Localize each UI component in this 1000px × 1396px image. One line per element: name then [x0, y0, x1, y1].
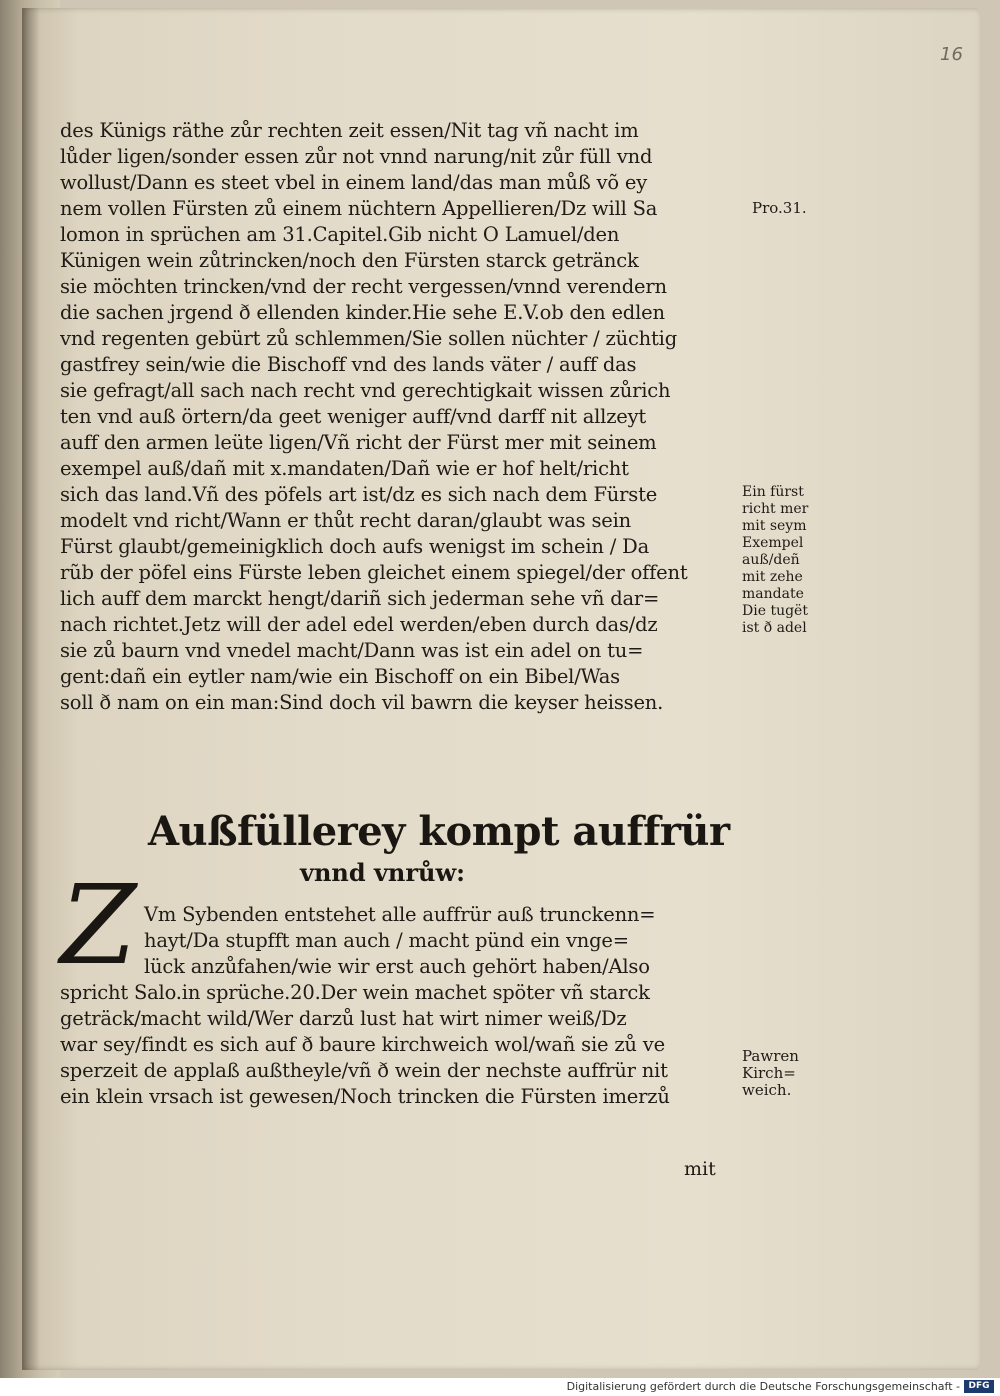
text-line: die sachen jrgend ð ellenden kinder.Hie sehe E.V.ob den edlen	[60, 301, 665, 324]
text-line: soll ð nam on ein man:Sind doch vil bawrn die keyser heissen.	[60, 691, 664, 714]
margin-note-pawren	[742, 1048, 799, 1099]
gutter-shadow	[22, 8, 40, 1370]
second-text-block	[60, 902, 750, 1110]
margin-note-line: ist ð adel	[742, 620, 807, 636]
text-line: ein klein vrsach ist gewesen/Noch trincken die Fürsten imerzů	[60, 1085, 670, 1108]
text-line: rũb der pöfel eins Fürste leben gleichet einem spiegel/der offent	[60, 561, 688, 584]
footer-bar	[0, 1378, 1000, 1396]
text-line: lomon in sprüchen am 31.Capitel.Gib nicht O Lamuel/den	[60, 223, 620, 246]
text-line: wollust/Dann es steet vbel in einem land/das man můß võ ey	[60, 171, 648, 194]
margin-note-exempel	[742, 484, 808, 637]
margin-note-line: mandate	[742, 586, 804, 602]
text-line: Fürst glaubt/gemeinigklich doch aufs wenigst im schein / Da	[60, 535, 650, 558]
margin-note-line: mit seym	[742, 518, 807, 534]
text-line: sich das land.Vñ des pöfels art ist/dz es sich nach dem Fürste	[60, 483, 658, 506]
text-line: sie zů baurn vnd vnedel macht/Dann was ist ein adel on tu=	[60, 639, 644, 662]
text-line: nach richtet.Jetz will der adel edel werden/eben durch das/dz	[60, 613, 658, 636]
margin-note-line: richt mer	[742, 501, 809, 517]
main-text-block	[60, 118, 750, 716]
text-line: vnd regenten gebürt zů schlemmen/Sie sollen nüchter / züchtig	[60, 327, 677, 350]
margin-note-line: Exempel	[742, 535, 804, 551]
margin-note-line: mit zehe	[742, 569, 803, 585]
margin-note-pro: Pro.31.	[752, 199, 807, 217]
section-heading: Außfüllerey kompt auffrür	[148, 808, 730, 855]
text-line: gastfrey sein/wie die Bischoff vnd des lands väter / auff das	[60, 353, 637, 376]
text-line: modelt vnd richt/Wann er thůt recht daran/glaubt was sein	[60, 509, 632, 532]
text-line: war sey/findt es sich auf ð baure kirchweich wol/wañ sie zů ve	[60, 1033, 665, 1056]
drop-cap-initial: Z	[60, 861, 137, 989]
text-line: des Künigs räthe zůr rechten zeit essen/Nit tag vñ nacht im	[60, 119, 639, 142]
text-line: geträck/macht wild/Wer darzů lust hat wirt nimer weiß/Dz	[60, 1007, 627, 1030]
folio-number: 16	[940, 44, 963, 65]
text-line: nem vollen Fürsten zů einem nüchtern Appellieren/Dz will Sa	[60, 197, 658, 220]
margin-note-line: Pawren	[742, 1047, 799, 1065]
text-line: hayt/Da stupfft man auch / macht pünd ein vnge=	[144, 929, 629, 952]
section-subheading: vnnd vnrůw:	[300, 858, 465, 887]
text-line: ten vnd auß örtern/da geet weniger auff/vnd darff nit allzeyt	[60, 405, 647, 428]
text-line: gent:dañ ein eytler nam/wie ein Bischoff on ein Bibel/Was	[60, 665, 620, 688]
margin-note-line: auß/deñ	[742, 552, 800, 568]
text-line: lůder ligen/sonder essen zůr not vnnd narung/nit zůr füll vnd	[60, 145, 653, 168]
dfg-logo: DFG	[964, 1380, 994, 1393]
margin-note-line: Ein fürst	[742, 484, 804, 500]
text-line: lück anzůfahen/wie wir erst auch gehört haben/Also	[144, 955, 650, 978]
text-line: exempel auß/dañ mit x.mandaten/Dañ wie er hof helt/richt	[60, 457, 629, 480]
text-line: Künigen wein zůtrincken/noch den Fürsten starck getränck	[60, 249, 639, 272]
text-line: spricht Salo.in sprüche.20.Der wein machet spöter vñ starck	[60, 981, 650, 1004]
footer-credit: Digitalisierung gefördert durch die Deutsche Forschungsgemeinschaft -	[566, 1380, 960, 1393]
margin-note-line: weich.	[742, 1081, 792, 1099]
text-line: sperzeit de applaß außtheyle/vñ ð wein der nechste auffrür nit	[60, 1059, 668, 1082]
text-line: lich auff dem marckt hengt/dariñ sich jederman sehe vñ dar=	[60, 587, 660, 610]
text-line: sie möchten trincken/vnd der recht vergessen/vnnd verendern	[60, 275, 667, 298]
text-line: Vm Sybenden entstehet alle auffrür auß trunckenn=	[144, 903, 656, 926]
text-line: auff den armen leüte ligen/Vñ richt der Fürst mer mit seinem	[60, 431, 657, 454]
margin-note-line: Die tugët	[742, 603, 808, 619]
margin-note-line: Kirch=	[742, 1064, 796, 1082]
text-line: sie gefragt/all sach nach recht vnd gerechtigkait wissen zůrich	[60, 379, 671, 402]
catchword: mit	[684, 1158, 716, 1180]
